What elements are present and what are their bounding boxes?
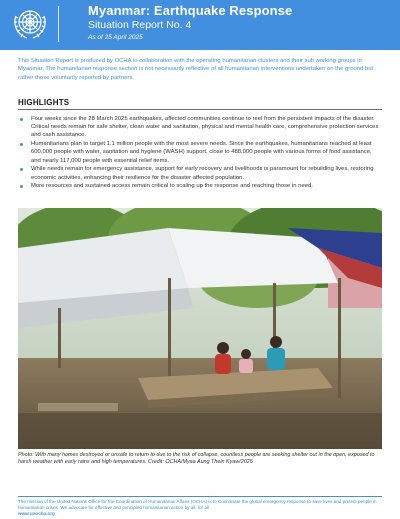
report-subtitle: Situation Report No. 4 — [88, 19, 192, 31]
highlight-item: Humanitarians plan to target 1.1 million people with the most severe needs. Since the earthquakes, humanitarians reached at least 600,000 people with water, sanitation and hygiene (WASH) support, close to 488,000 people with various forms of food assistance, and nearly 117,000 people with essential relief items. — [20, 140, 382, 165]
report-date: As of 25 April 2025 — [88, 34, 143, 41]
bullet-icon — [20, 168, 23, 171]
highlight-item: More resources and sustained access remain critical to scaling up the response and reaching those in need. — [20, 182, 382, 190]
bullet-icon — [20, 118, 23, 121]
photo-caption: Photo: With many homes destroyed or unsafe to return to due to the risk of collapse, countless people are seeking shelter out in the open, exposed to harsh weather with early rains and high temperatures. Credit: OCHA/Myaa Aung Thein Kyaw/2025 — [18, 452, 375, 466]
highlights-list — [20, 115, 382, 191]
intro-paragraph: This Situation Report is produced by OCHA in collaboration with the operating humanitarian clusters and their sub working groups in Myanmar. The humanitarian response section is not necessarily reflective of all humanitarian interventions undertaken on the ground but rather those voluntarily reported by partners. — [18, 58, 374, 81]
highlights-heading: HIGHLIGHTS — [18, 98, 70, 107]
footer-divider — [18, 496, 382, 497]
highlight-item: Four weeks since the 28 March 2025 earthquakes, affected communities continue to reel from the persistent impacts of the disaster. Critical needs remain for safe shelter, clean water and sanitation, physical and mental health care, comprehensive protection services and cash assistance. — [20, 115, 382, 140]
shelter-photo — [18, 208, 382, 449]
footer-link[interactable]: www.unocha.org — [18, 510, 55, 516]
footer-mission: The mission of the United Nations Office for the Coordination of Humanitarian Affairs (OCHA) is to Coordinate the global emergency response to save lives and protect people in humanitarian crises. We advocate for effective and principled humanitarian action by all, for all. — [18, 499, 377, 510]
footer — [18, 499, 382, 516]
report-title: Myanmar: Earthquake Response — [88, 3, 293, 18]
report-header — [0, 0, 400, 50]
un-emblem-icon — [10, 4, 50, 44]
header-divider — [58, 6, 59, 42]
bullet-icon — [20, 143, 23, 146]
highlights-divider — [18, 109, 382, 110]
highlight-item: While needs remain for emergency assistance, support for early recovery and livelihoods is paramount for rebuilding lives, restoring economic activities, enhancing their resilience for the disaster affected population. — [20, 165, 382, 181]
bullet-icon — [20, 185, 23, 188]
